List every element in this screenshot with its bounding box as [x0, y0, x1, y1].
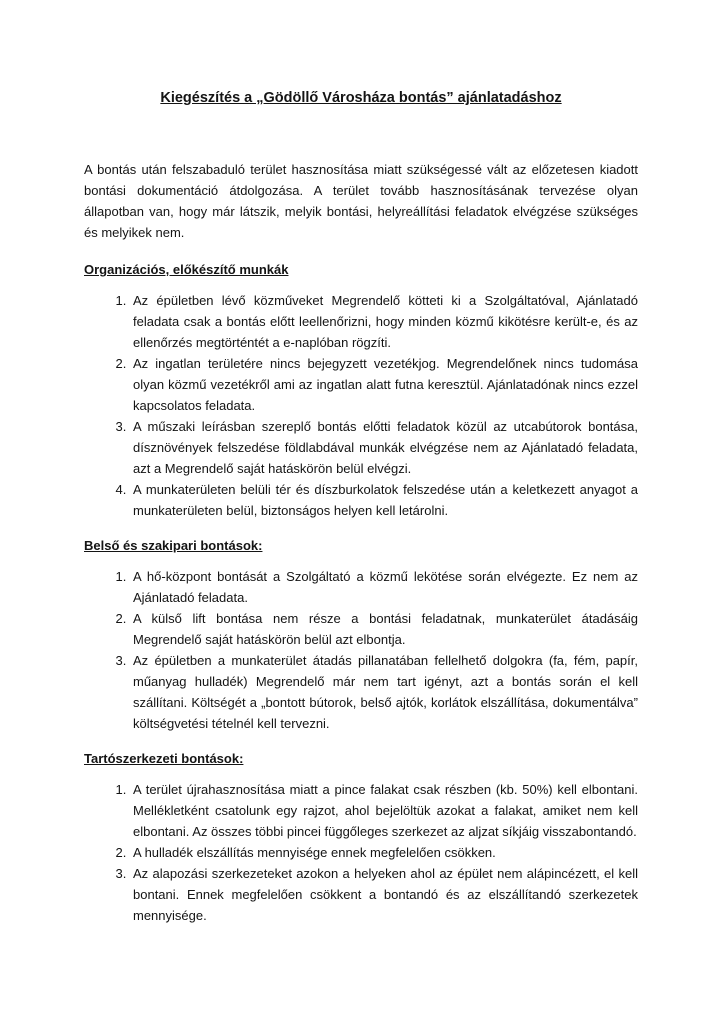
list-item: 1. A terület újrahasznosítása miatt a pince falakat csak részben (kb. 50%) kell elbontani. Mellékletként csatolunk egy rajzot, ahol bejelöltük azokat a falakat, amiket nem kell elbontani. Az összes többi pincei függőleges szerkezet az aljzat síkjáig visszabontandó. — [130, 779, 638, 842]
list-item: 1. A hő-központ bontását a Szolgáltató a közmű lekötése során elvégezte. Ez nem az Ajánlatadó feladata. — [130, 566, 638, 608]
list-item: 3. Az alapozási szerkezeteket azokon a helyeken ahol az épület nem alápincézett, el kell bontani. Ennek megfelelően csökkent a bontandó és az elszállítandó szerkezetek mennyisége. — [130, 863, 638, 926]
section-heading-belso-szakipari: Belső és szakipari bontások: — [84, 538, 263, 553]
section-list-tartoszerkezeti — [84, 779, 638, 926]
document-title: Kiegészítés a „Gödöllő Városháza bontás” ajánlatadáshoz — [160, 90, 562, 106]
intro-paragraph: A bontás után felszabaduló terület hasznosítása miatt szükségessé vált az előzetesen kiadott bontási dokumentáció átdolgozása. A terület tovább hasznosításának tervezése olyan állapotban van, hogy már látszik, melyik bontási, helyreállítási feladatok elvégzése szükséges és melyikek nem. — [84, 162, 638, 240]
list-item: 3. A műszaki leírásban szereplő bontás előtti feladatok közül az utcabútorok bontása, dísznövények felszedése földlabdával munkák elvégzése nem az Ajánlatadó feladata, azt a Megrendelő saját hatáskörön belül elvégzi. — [130, 416, 638, 479]
list-item: 2. A hulladék elszállítás mennyisége ennek megfelelően csökken. — [130, 842, 638, 863]
list-item: 3. Az épületben a munkaterület átadás pillanatában fellelhető dolgokra (fa, fém, papír, műanyag hulladék) Megrendelő már nem tart igényt, azt a bontás során el kell szállítani. Költségét a „bontott bútorok, belső ajtók, korlátok elszállítása, dokumentálva” költségvetési tételnél kell tervezni. — [130, 650, 638, 734]
list-item: 2. A külső lift bontása nem része a bontási feladatnak, munkaterület átadásáig Megrendelő saját hatáskörön belül azt elbontja. — [130, 608, 638, 650]
list-item: 2. Az ingatlan területére nincs bejegyzett vezetékjog. Megrendelőnek nincs tudomása olyan közmű vezetékről ami az ingatlan alatt futna keresztül. Ajánlatadónak nincs ezzel kapcsolatos feladata. — [130, 353, 638, 416]
list-item: 4. A munkaterületen belüli tér és díszburkolatok felszedése után a keletkezett anyagot a munkaterületen belül, biztonságos helyen kell letárolni. — [130, 479, 638, 521]
section-list-belso-szakipari — [84, 566, 638, 734]
list-item: 1. Az épületben lévő közműveket Megrendelő kötteti ki a Szolgáltatóval, Ajánlatadó feladata csak a bontás előtt leellenőrizni, hogy minden közmű kikötésre került-e, és az ellenőrzés megtörténtét a e-naplóban rögzíti. — [130, 290, 638, 353]
section-heading-organizacios: Organizációs, előkészítő munkák — [84, 262, 289, 277]
section-list-organizacios — [84, 290, 638, 521]
section-heading-tartoszerkezeti: Tartószerkezeti bontások: — [84, 751, 244, 766]
